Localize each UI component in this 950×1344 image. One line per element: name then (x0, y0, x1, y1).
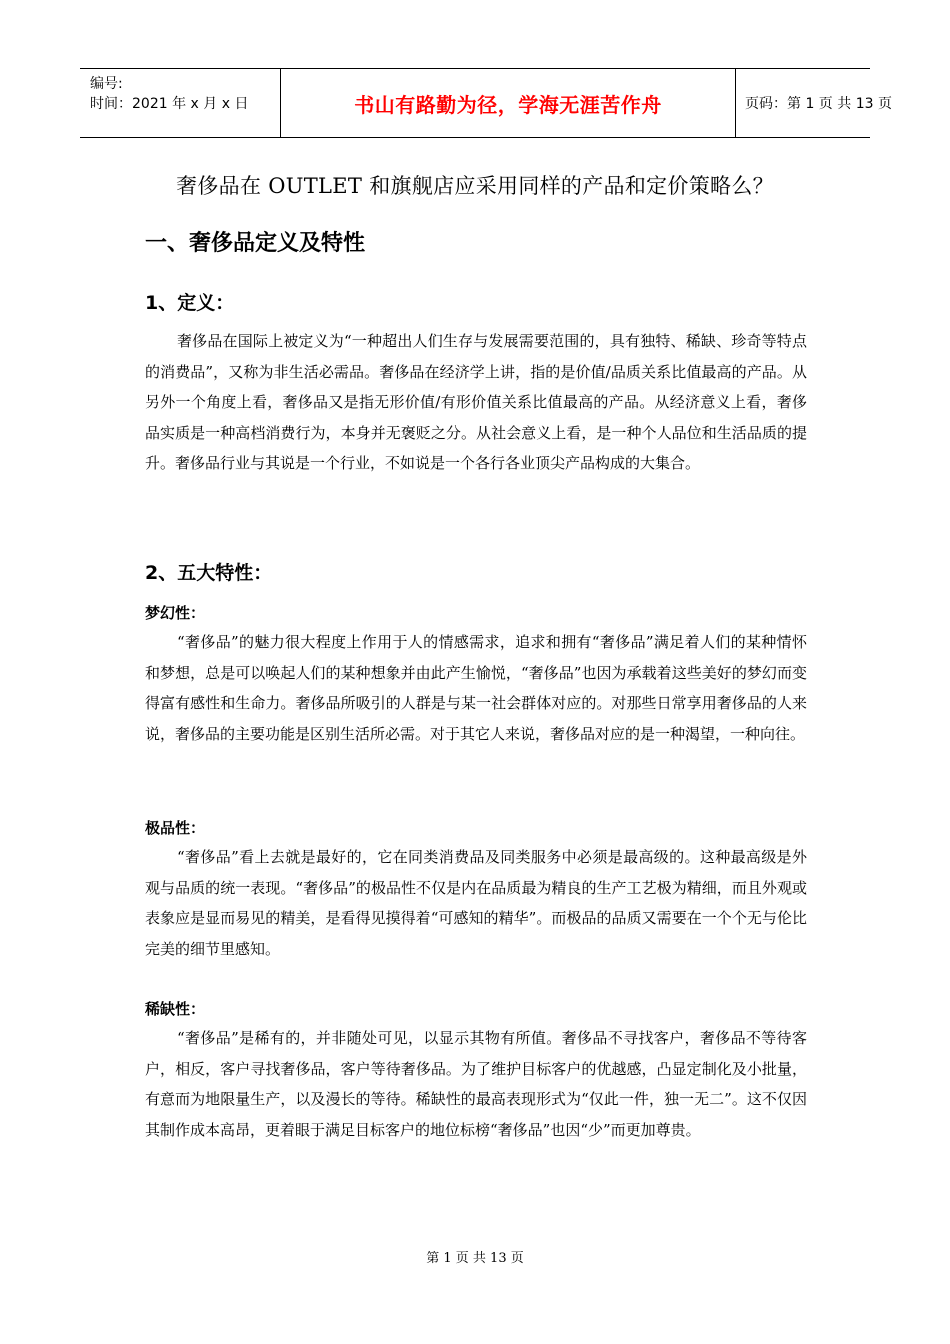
doc-number-label: 编号: (90, 76, 123, 92)
trait-paragraph-scarcity: “奢侈品”是稀有的，并非随处可见，以显示其物有所值。奢侈品不寻找客户，奢侈品不等待客户，相反，客户寻找奢侈品，客户等待奢侈品。为了维护目标客户的优越感，凸显定制化及小批量，有意而为地限量生产，以及漫长的等待。稀缺性的最高表现形式为“仅此一件，独一无二”。这不仅因其制作成本高昂，更着眼于满足目标客户的地位标榜“奢侈品”也因“少”而更加尊贵。 (145, 1029, 807, 1139)
trait-heading-premium: 极品性： (145, 819, 206, 837)
document-title: 奢侈品在 OUTLET 和旗舰店应采用同样的产品和定价策略么？ (176, 174, 774, 198)
header-table (80, 68, 892, 138)
header-motto-cell (280, 69, 736, 137)
header-page-cell (735, 69, 892, 137)
page-code: 页码：第 1 页 共 13 页 (745, 96, 892, 112)
header-meta-cell (80, 69, 280, 137)
section-heading: 一、奢侈品定义及特性 (145, 231, 366, 256)
trait-paragraph-premium: “奢侈品”看上去就是最好的，它在同类消费品及同类服务中必须是最高级的。这种最高级是外观与品质的统一表现。“奢侈品”的极品性不仅是内在品质最为精良的生产工艺极为精细，而且外观或表象应是显而易见的精美，是看得见摸得着“可感知的精华”。而极品的品质又需要在一个个无与伦比完美的细节里感知。 (145, 848, 807, 958)
motto-text: 书山有路勤为径，学海无涯苦作舟 (354, 92, 662, 117)
definition-heading: 1、定义： (145, 292, 235, 314)
definition-paragraph: 奢侈品在国际上被定义为“一种超出人们生存与发展需要范围的，具有独特、稀缺、珍奇等特点的消费品”，又称为非生活必需品。奢侈品在经济学上讲，指的是价值/品质关系比值最高的产品。从另外一个角度上看，奢侈品又是指无形价值/有形价值关系比值最高的产品。从经济意义上看，奢侈品实质是一种高档消费行为，本身并无褒贬之分。从社会意义上看，是一种个人品位和生活品质的提升。奢侈品行业与其说是一个行业，不如说是一个各行各业顶尖产品构成的大集合。 (145, 332, 807, 472)
page-footer: 第 1 页 共 13 页 (426, 1251, 524, 1266)
trait-heading-scarcity: 稀缺性： (145, 1000, 206, 1018)
traits-heading: 2、五大特性： (145, 562, 273, 584)
trait-heading-dream: 梦幻性： (145, 604, 206, 622)
trait-paragraph-dream: “奢侈品”的魅力很大程度上作用于人的情感需求，追求和拥有“奢侈品”满足着人们的某种情怀和梦想，总是可以唤起人们的某种想象并由此产生愉悦，“奢侈品”也因为承载着这些美好的梦幻而变得富有感性和生命力。奢侈品所吸引的人群是与某一社会群体对应的。对那些日常享用奢侈品的人来说，奢侈品的主要功能是区别生活所必需。对于其它人来说，奢侈品对应的是一种渴望，一种向往。 (145, 633, 807, 743)
doc-date-label: 时间：2021 年 x 月 x 日 (90, 96, 249, 112)
